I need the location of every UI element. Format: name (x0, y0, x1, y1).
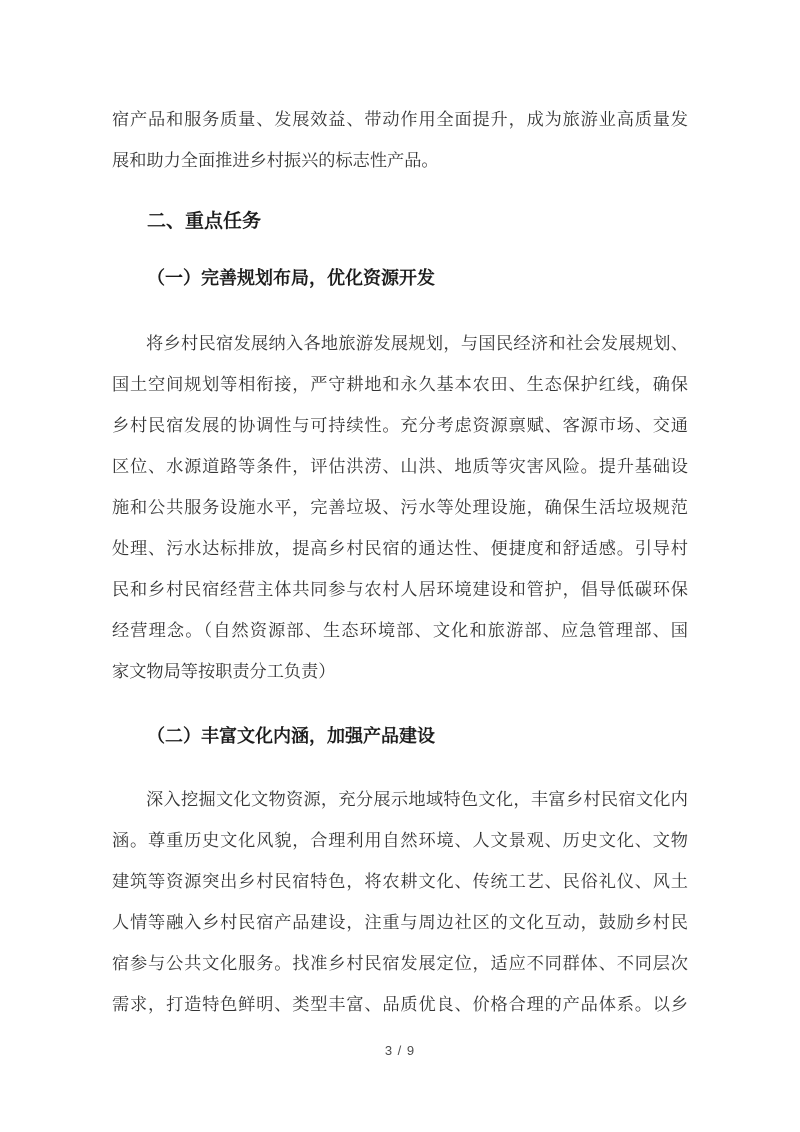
text-line: 宿产品和服务质量、发展效益、带动作用全面提升，成为旅游业高质量发 (112, 109, 688, 129)
text-line: 宿参与公共文化服务。找准乡村民宿发展定位，适应不同群体、不同层次 (112, 953, 688, 973)
text-line: 展和助力全面推进乡村振兴的标志性产品。 (112, 150, 439, 170)
text-line: 经营理念。（自然资源部、生态环境部、文化和旅游部、应急管理部、国 (112, 620, 688, 640)
document-body (112, 99, 688, 1025)
text-line: 需求，打造特色鲜明、类型丰富、品质优良、价格合理的产品体系。以乡 (112, 994, 688, 1014)
text-line: 涵。尊重历史文化风貌，合理利用自然环境、人文景观、历史文化、文物 (112, 830, 688, 850)
text-line: 建筑等资源突出乡村民宿特色，将农耕文化、传统工艺、民俗礼仪、风土 (112, 871, 688, 891)
subsection-1-heading: （一）完善规划布局，优化资源开发 (147, 268, 435, 288)
text-line: 将乡村民宿发展纳入各地旅游发展规划，与国民经济和社会发展规划、 (146, 333, 688, 353)
text-line: 处理、污水达标排放，提高乡村民宿的通达性、便捷度和舒适感。引导村 (112, 538, 688, 558)
section-heading: 二、重点任务 (147, 211, 262, 232)
text-line: 施和公共服务设施水平，完善垃圾、污水等处理设施，确保生活垃圾规范 (112, 497, 688, 517)
text-line: 乡村民宿发展的协调性与可持续性。充分考虑资源禀赋、客源市场、交通 (112, 415, 688, 435)
subsection-2-paragraph (112, 779, 688, 1025)
text-line: 人情等融入乡村民宿产品建设，注重与周边社区的文化互动，鼓励乡村民 (112, 912, 688, 932)
text-line: 区位、水源道路等条件，评估洪涝、山洪、地质等灾害风险。提升基础设 (112, 456, 688, 476)
continuation-paragraph (112, 99, 688, 181)
text-line: 国土空间规划等相衔接，严守耕地和永久基本农田、生态保护红线，确保 (112, 374, 688, 394)
subsection-1-paragraph (112, 323, 688, 692)
text-line: 家文物局等按职责分工负责） (112, 661, 336, 681)
text-line: 深入挖掘文化文物资源，充分展示地域特色文化，丰富乡村民宿文化内 (146, 789, 688, 809)
text-line: 民和乡村民宿经营主体共同参与农村人居环境建设和管护，倡导低碳环保 (112, 579, 688, 599)
page-number: 3 / 9 (384, 1043, 416, 1058)
subsection-2-heading: （二）丰富文化内涵，加强产品建设 (147, 726, 435, 746)
